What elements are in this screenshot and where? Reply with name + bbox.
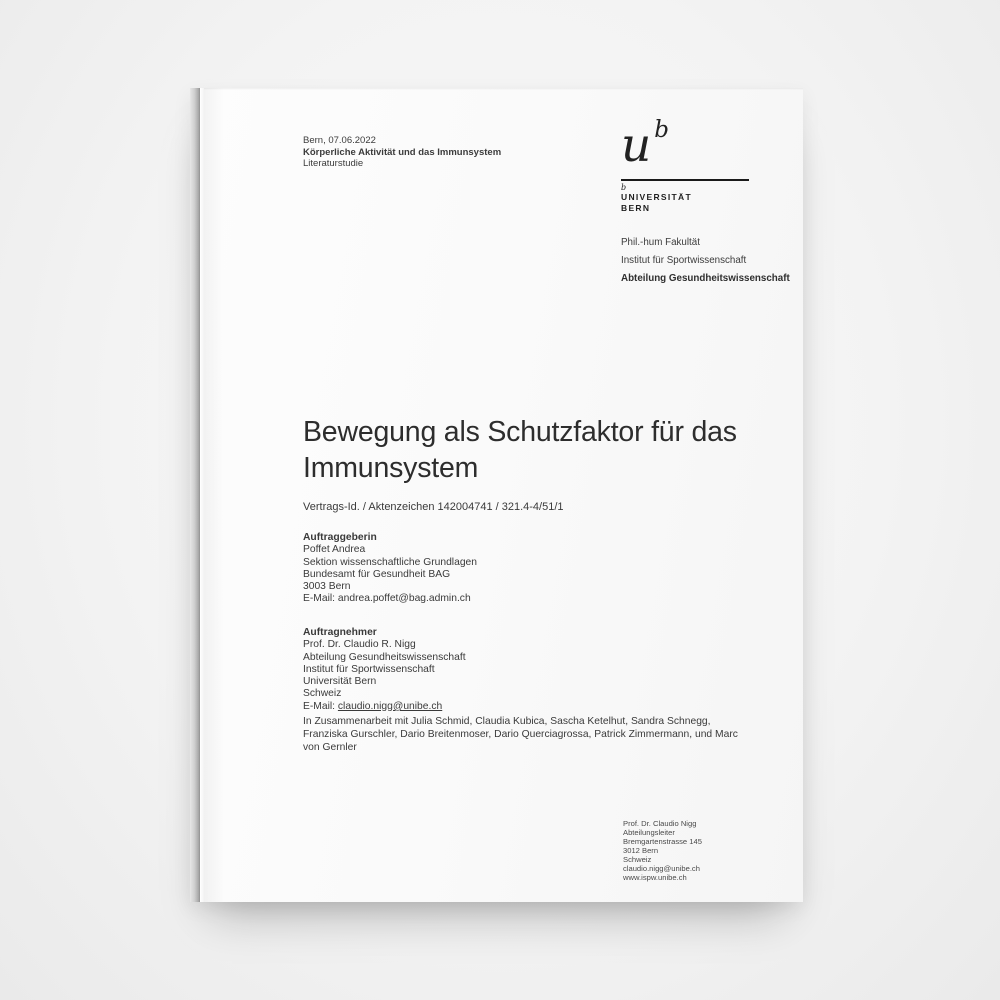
client-name: Poffet Andrea bbox=[303, 544, 366, 556]
client-section: Sektion wissenschaftliche Grundlagen bbox=[303, 556, 478, 568]
contractor-block bbox=[303, 627, 466, 713]
logo-letter-b-superscript: b bbox=[654, 117, 670, 143]
footer-contact-email: claudio.nigg@unibe.ch bbox=[623, 864, 700, 873]
footer-contact-city: 3012 Bern bbox=[623, 846, 659, 855]
footer-contact-role: Abteilungsleiter bbox=[623, 828, 675, 837]
logo-wordmark-bern: BERN bbox=[621, 203, 651, 213]
contractor-university: Universität Bern bbox=[303, 676, 377, 688]
logo-letter-u: u bbox=[621, 118, 652, 173]
client-organisation: Bundesamt für Gesundheit BAG bbox=[303, 568, 451, 580]
university-bern-logo bbox=[621, 118, 771, 214]
cover-page bbox=[204, 88, 803, 902]
contractor-country: Schweiz bbox=[303, 688, 342, 700]
contractor-label: Auftragnehmer bbox=[303, 627, 377, 638]
doc-date-location: Bern, 07.06.2022 bbox=[303, 135, 376, 146]
client-email-label: E-Mail: bbox=[303, 593, 338, 605]
footer-contact-block bbox=[623, 819, 702, 882]
contractor-institute: Institut für Sportwissenschaft bbox=[303, 663, 435, 675]
ub-logo-mark bbox=[621, 118, 771, 174]
report-cover-document bbox=[190, 88, 803, 902]
doc-project-title: Körperliche Aktivität und das Immunsystem bbox=[303, 146, 502, 158]
client-email-line bbox=[303, 593, 477, 605]
doc-type: Literaturstudie bbox=[303, 158, 364, 169]
affiliation-block bbox=[621, 238, 790, 292]
contractor-department: Abteilung Gesundheitswissenschaft bbox=[303, 651, 466, 663]
contractor-email-label: E-Mail: bbox=[303, 700, 338, 712]
collaboration-text: In Zusammenarbeit mit Julia Schmid, Claudia Kubica, Sascha Ketelhut, Sandra Schnegg, Franziska Gurschler, Dario Breitenmoser, Dario Querciagrossa, Patrick Zimmermann, und Marc von Gernler bbox=[303, 716, 738, 753]
client-block bbox=[303, 532, 477, 606]
department-name: Abteilung Gesundheitswissenschaft bbox=[621, 273, 790, 284]
contractor-name: Prof. Dr. Claudio R. Nigg bbox=[303, 639, 416, 651]
logo-small-b: b bbox=[621, 183, 627, 192]
logo-divider-rule bbox=[621, 179, 749, 181]
contract-id-line: Vertrags-Id. / Aktenzeichen 142004741 / 321.4-4/51/1 bbox=[303, 501, 564, 513]
doc-meta-block bbox=[303, 135, 501, 170]
footer-contact-website: www.ispw.unibe.ch bbox=[623, 873, 687, 882]
contractor-email-line bbox=[303, 701, 466, 713]
footer-contact-name: Prof. Dr. Claudio Nigg bbox=[623, 819, 697, 828]
client-label: Auftraggeberin bbox=[303, 532, 377, 543]
book-spine bbox=[190, 88, 200, 902]
logo-wordmark-universitaet: UNIVERSITÄT bbox=[621, 192, 692, 202]
client-city: 3003 Bern bbox=[303, 581, 351, 593]
institute-name: Institut für Sportwissenschaft bbox=[621, 255, 747, 266]
report-title: Bewegung als Schutzfaktor für das Immunsystem bbox=[303, 416, 737, 484]
client-email: andrea.poffet@bag.admin.ch bbox=[337, 593, 471, 605]
footer-contact-country: Schweiz bbox=[623, 855, 652, 864]
footer-contact-street: Bremgartenstrasse 145 bbox=[623, 837, 702, 846]
faculty-name: Phil.-hum Fakultät bbox=[621, 237, 700, 248]
contractor-email-link[interactable]: claudio.nigg@unibe.ch bbox=[337, 700, 443, 712]
